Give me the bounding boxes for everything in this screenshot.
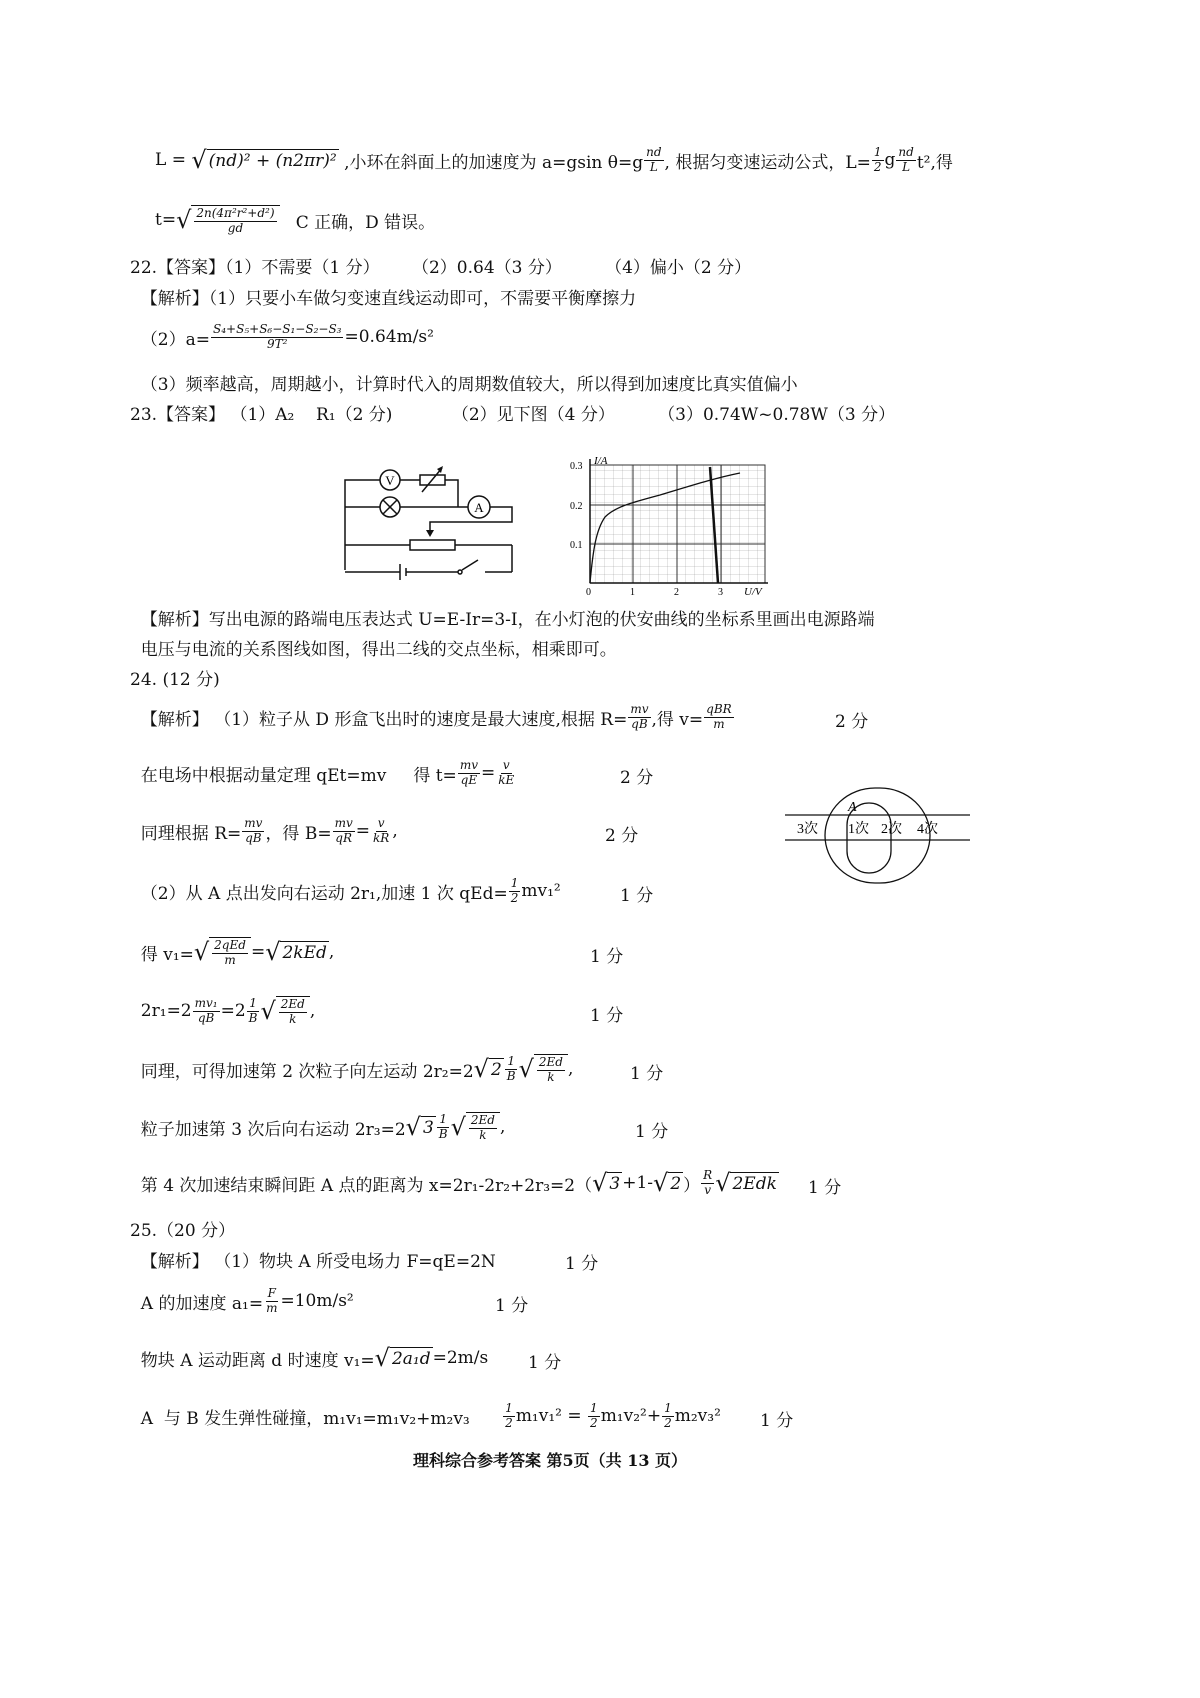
numerator: 1	[510, 876, 519, 891]
x-tick: 2	[674, 587, 679, 598]
sqrt-expression	[194, 937, 251, 966]
track-label: 2次	[881, 822, 902, 837]
text-run: =	[480, 763, 496, 783]
fraction	[872, 146, 884, 173]
x-tick: 0	[586, 587, 591, 598]
text-run: C 正确，D 错误。	[279, 212, 436, 233]
track-label: 4次	[917, 822, 938, 837]
radicand-text: 3	[422, 1118, 434, 1138]
fraction	[247, 997, 260, 1024]
numerator: 1	[590, 1401, 598, 1416]
denominator: qB	[631, 716, 648, 731]
fraction	[194, 207, 276, 234]
text-run: ,	[328, 942, 335, 962]
text-run: 【解析】 （1）物块 A 所受电场力 F=qE=2N	[130, 1251, 496, 1272]
text-line	[130, 1107, 505, 1147]
x-tick: 1	[630, 587, 635, 598]
text-run: （3）频率越高，周期越小，计算时代入的周期数值较大，所以得到加速度比真实值偏小	[130, 374, 798, 395]
text-run: ,小环在斜面上的加速度为 a=gsin θ=g	[338, 152, 644, 173]
y-tick: 0.1	[570, 540, 583, 551]
numerator: nd	[898, 145, 914, 160]
text-run: mv₁²	[521, 881, 561, 901]
text-run: L =	[155, 150, 192, 170]
radicand	[276, 996, 310, 1025]
text-run: 粒子加速第 3 次后向右运动 2r₃=2	[130, 1119, 406, 1140]
text-run: , 根据匀变速运动公式，L=	[664, 152, 871, 173]
numerator: 1	[439, 1112, 448, 1127]
radicand	[209, 937, 251, 966]
text-run: 【解析】 （1）粒子从 D 形盒飞出时的速度是最大速度,根据 R=	[130, 709, 628, 730]
fraction	[588, 1402, 600, 1429]
radical-sign: √	[518, 1055, 534, 1083]
text-line	[130, 1049, 573, 1089]
score-label: 1 分	[760, 1411, 794, 1431]
page-footer: 理科综合参考答案 第5页（共 13 页）	[412, 1451, 688, 1470]
text-run: m₁v₂²+	[600, 1406, 662, 1426]
numerator: F	[267, 1286, 276, 1301]
text-line	[130, 1163, 779, 1203]
radical-sign: √	[191, 146, 207, 174]
text-run: 22.【答案】（1）不需要（1 分） （2）0.64（3 分） （4）偏小（2 分）	[130, 257, 752, 278]
numerator: 2Ed	[280, 997, 305, 1012]
ammeter-label: A	[474, 500, 484, 515]
y-tick: 0.3	[570, 461, 583, 472]
radical-sign: √	[473, 1055, 489, 1083]
y-tick: 0.2	[570, 501, 583, 512]
denominator: m	[713, 716, 725, 731]
text-run: 2r₁=2	[130, 1001, 192, 1021]
sqrt-expression	[474, 1057, 504, 1081]
text-line	[130, 1239, 496, 1279]
text-line	[130, 932, 334, 972]
radicand-text: (nd)² + (n2πr)²	[208, 151, 337, 171]
score-label: 2 分	[835, 712, 869, 732]
text-run: m₁v₁² =	[515, 1406, 588, 1426]
numerator: v	[377, 816, 385, 831]
denominator: B	[438, 1126, 448, 1141]
denominator: kE	[498, 772, 515, 787]
text-run: ,	[499, 1117, 506, 1137]
radicand-text: 2Edk	[732, 1174, 777, 1194]
score-label: 1 分	[808, 1178, 842, 1198]
text-line	[130, 991, 315, 1031]
text-run: ，得 B=	[265, 823, 332, 844]
radicand	[390, 1347, 433, 1369]
text-line	[130, 1396, 721, 1436]
text-run: =	[355, 821, 370, 841]
radicand-text: 2	[490, 1060, 502, 1080]
fraction	[704, 703, 734, 730]
score-label: 1 分	[590, 947, 624, 967]
voltmeter-label: V	[385, 473, 395, 488]
score-label: 1 分	[495, 1296, 529, 1316]
numerator: 1	[505, 1401, 513, 1416]
text-run: 24. (12 分)	[130, 669, 220, 690]
text-run: ,得 v=	[651, 709, 704, 730]
text-run: m₂v₃²	[674, 1406, 721, 1426]
radicand	[534, 1054, 568, 1083]
score-label: 2 分	[620, 768, 654, 788]
radicand	[668, 1172, 683, 1194]
radicand-text: 2a₁d	[391, 1349, 431, 1369]
denominator: L	[902, 159, 911, 174]
radical-sign: √	[715, 1169, 731, 1197]
text-line	[130, 1338, 488, 1378]
fraction	[458, 759, 480, 786]
radical-sign: √	[193, 938, 210, 966]
text-run: =	[250, 942, 266, 962]
score-label: 1 分	[620, 886, 654, 906]
radical-sign: √	[450, 1113, 466, 1141]
denominator: qR	[335, 830, 353, 845]
numerator: mv	[459, 758, 478, 773]
text-line	[130, 276, 636, 316]
numerator: 1	[249, 996, 257, 1011]
numerator: 1	[873, 145, 882, 160]
text-line	[130, 657, 220, 697]
score-label: 1 分	[528, 1353, 562, 1373]
radicand	[466, 1112, 500, 1141]
sqrt-expression	[260, 996, 309, 1025]
x-tick: 3	[718, 587, 723, 598]
fraction	[371, 817, 391, 844]
text-run: （2）a=	[130, 329, 211, 350]
fraction	[242, 817, 264, 844]
denominator: m	[224, 952, 236, 967]
score-label: 2 分	[605, 826, 639, 846]
text-run: 在电场中根据动量定理 qEt=mv 得 t=	[130, 765, 457, 786]
denominator: qB	[245, 830, 262, 845]
denominator: B	[506, 1068, 516, 1083]
denominator: 2	[873, 159, 882, 174]
score-label: 1 分	[590, 1006, 624, 1026]
text-line	[130, 811, 398, 851]
track-diagram	[785, 785, 975, 885]
denominator: 9T²	[267, 336, 288, 351]
radicand	[280, 941, 328, 963]
y-axis-label: I/A	[594, 455, 608, 467]
track-label: 1次	[848, 822, 869, 837]
denominator: gd	[227, 220, 244, 235]
text-run: ）	[683, 1175, 701, 1196]
text-line	[155, 140, 953, 180]
sqrt-expression	[519, 1054, 568, 1083]
fraction	[644, 146, 663, 173]
text-run: +1-	[622, 1173, 654, 1193]
text-run: 第 4 次加速结束瞬间距 A 点的距离为 x=2r₁-2r₂+2r₃=2（	[130, 1175, 593, 1196]
numerator: 2n(4π²r²+d²)	[196, 206, 275, 221]
text-line	[130, 1281, 354, 1321]
numerator: 1	[664, 1401, 672, 1416]
fraction	[701, 1169, 714, 1196]
sqrt-expression	[176, 205, 279, 234]
numerator: R	[703, 1168, 713, 1183]
fraction	[469, 1114, 497, 1141]
text-line	[155, 200, 435, 240]
text-run: 23.【答案】 （1）A₂ R₁（2 分) （2）见下图（4 分） （3）0.74W~0.78W（3 分）	[130, 404, 896, 425]
text-run: t²,得	[916, 152, 953, 173]
radicand	[607, 1172, 622, 1194]
text-run: =2m/s	[432, 1348, 489, 1368]
radicand	[191, 205, 279, 234]
denominator: 2	[664, 1415, 672, 1430]
denominator: B	[248, 1010, 258, 1025]
sqrt-expression	[592, 1171, 622, 1195]
denominator: 2	[510, 890, 519, 905]
text-run: （2）从 A 点出发向右运动 2r₁,加速 1 次 qEd=	[130, 883, 508, 904]
fraction	[212, 939, 248, 966]
sqrt-expression	[191, 148, 338, 172]
text-line	[130, 871, 561, 911]
denominator: qB	[197, 1010, 215, 1025]
radicand-text: 3	[609, 1174, 621, 1194]
text-line	[130, 317, 434, 357]
fraction	[509, 877, 521, 904]
radical-sign: √	[592, 1169, 608, 1197]
text-run: 【解析】（1）只要小车做匀变速直线运动即可，不需要平衡摩擦力	[130, 288, 637, 309]
numerator: mv	[630, 702, 649, 717]
circuit-diagram	[340, 460, 520, 590]
numerator: 2Ed	[538, 1055, 563, 1070]
text-run: ,	[309, 1001, 316, 1021]
sqrt-expression	[451, 1112, 500, 1141]
radicand-text: 2	[670, 1174, 682, 1194]
x-axis-label: U/V	[744, 586, 762, 598]
text-run: 得 v₁=	[130, 944, 194, 965]
text-run: 【解析】写出电源的路端电压表达式 U=E-Ir=3-I，在小灯泡的伏安曲线的坐标系里画出电源路端	[130, 609, 875, 630]
fraction	[505, 1055, 518, 1082]
text-run: A 的加速度 a₁=	[130, 1293, 264, 1314]
denominator: 2	[590, 1415, 598, 1430]
denominator: L	[649, 159, 658, 174]
fraction	[279, 998, 307, 1025]
fraction	[662, 1402, 674, 1429]
radical-sign: √	[374, 1344, 390, 1372]
fraction	[537, 1056, 565, 1083]
point-a-label: A	[848, 800, 857, 815]
text-run: 同理根据 R=	[130, 823, 242, 844]
fraction	[496, 759, 516, 786]
fraction	[333, 817, 355, 844]
numerator: 1	[507, 1054, 516, 1069]
denominator: v	[704, 1182, 712, 1197]
fraction	[628, 703, 650, 730]
text-run: ,	[567, 1059, 574, 1079]
text-line	[130, 753, 517, 793]
text-run: 物块 A 运动距离 d 时速度 v₁=	[130, 1350, 375, 1371]
text-run: ,	[392, 821, 398, 841]
text-line	[130, 697, 735, 737]
numerator: 2Ed	[470, 1113, 495, 1128]
text-run: 电压与电流的关系图线如图，得出二线的交点坐标，相乘即可。	[130, 639, 617, 660]
radicand	[421, 1116, 436, 1138]
sqrt-expression	[265, 940, 329, 964]
radicand-text: 2kEd	[282, 943, 327, 963]
fraction	[896, 146, 915, 173]
text-run: 同理，可得加速第 2 次粒子向左运动 2r₂=2	[130, 1061, 474, 1082]
text-run: A 与 B 发生弹性碰撞，m₁v₁=m₁v₂+m₂v₃	[130, 1408, 503, 1429]
numerator: v	[502, 758, 510, 773]
radicand	[489, 1058, 504, 1080]
text-run: =0.64m/s²	[344, 327, 434, 347]
text-run: t=	[155, 210, 177, 230]
text-line	[130, 392, 895, 432]
fraction	[193, 997, 220, 1024]
text-run: =10m/s²	[280, 1291, 354, 1311]
denominator: 2	[505, 1415, 513, 1430]
score-label: 1 分	[635, 1122, 669, 1142]
score-label: 1 分	[630, 1064, 664, 1084]
denominator: k	[547, 1069, 555, 1084]
radicand	[207, 149, 339, 171]
iu-graph	[560, 455, 775, 600]
fraction	[264, 1287, 279, 1314]
sqrt-expression	[715, 1171, 779, 1195]
sqrt-expression	[653, 1171, 683, 1195]
sqrt-expression	[406, 1115, 436, 1139]
numerator: mv	[244, 816, 263, 831]
fraction	[437, 1113, 450, 1140]
numerator: qBR	[706, 702, 732, 717]
text-run: =2	[220, 1001, 246, 1021]
denominator: k	[289, 1011, 297, 1026]
text-run: g	[884, 150, 896, 170]
text-run: 25.（20 分）	[130, 1220, 236, 1241]
numerator: mv₁	[194, 996, 218, 1011]
track-label: 3次	[797, 822, 818, 837]
denominator: qE	[460, 772, 478, 787]
fraction	[503, 1402, 515, 1429]
radical-sign: √	[653, 1169, 669, 1197]
numerator: 2qEd	[214, 938, 246, 953]
sqrt-expression	[375, 1346, 433, 1370]
radical-sign: √	[176, 206, 192, 234]
score-label: 1 分	[565, 1254, 599, 1274]
radical-sign: √	[265, 938, 281, 966]
radical-sign: √	[405, 1113, 421, 1141]
denominator: kR	[373, 830, 390, 845]
radical-sign: √	[260, 997, 276, 1025]
numerator: S₄+S₅+S₆−S₁−S₂−S₃	[213, 322, 342, 337]
denominator: k	[479, 1127, 487, 1142]
numerator: nd	[646, 145, 662, 160]
radicand	[730, 1172, 778, 1194]
fraction	[211, 323, 343, 350]
denominator: m	[266, 1300, 278, 1315]
numerator: mv	[334, 816, 353, 831]
